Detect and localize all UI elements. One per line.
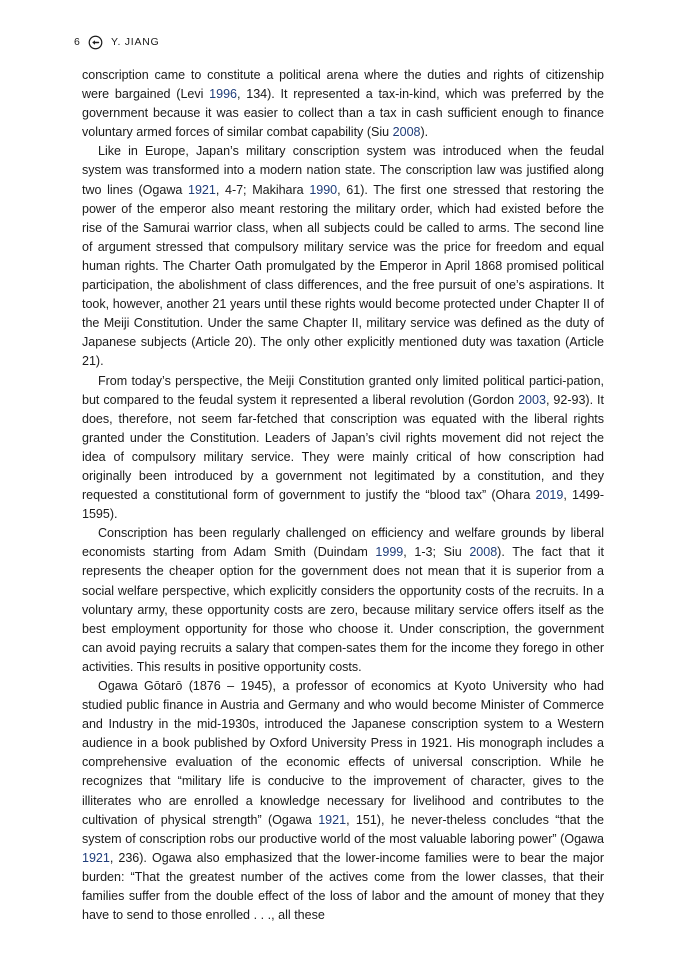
- body-paragraph: [82, 372, 604, 525]
- body-text-run: Like in Europe, Japan’s military conscription system was introduced when the feudal system was transformed into a modern nation state. The conscription law was justified along two lines (Ogawa: [82, 144, 604, 197]
- body-text-run: , 151), he never-theless concludes “that the system of conscription robs our productive world of the most valuable laboring power” (Ogawa: [82, 812, 604, 846]
- body-text-run: , 134). It represented a tax-in-kind, which was preferred by the government because it was easier to collect than a tax in cash sufficient enough to finance voluntary armed forces of similar combat capability (Siu: [82, 87, 605, 140]
- body-text-run: Conscription has been regularly challenged on efficiency and welfare grounds by liberal economists starting from Adam Smith (Duindam: [82, 526, 604, 560]
- body-text-run: conscription came to constitute a political arena where the duties and rights of citizenship were bargained (Levi: [82, 68, 604, 102]
- body-text-run: Ogawa Gōtarō (1876 – 1945), a professor of economics at Kyoto University who had studied public finance in Austria and Germany and who would become Minister of Commerce and Industry in the mid-1930s, introduced the Japanese conscription system to a Western audience in a book published by Oxford University Press in 1921. His monograph includes a comprehensive evaluation of the economic effects of universal conscription. While he recognizes that “military life is conducive to the improvement of character, gives to the illiterates who are enrolled a knowledge necessary for livelihood and contributes to the cultivation of physical strength” (Ogawa: [82, 679, 604, 827]
- citation-year-link[interactable]: 2019: [535, 488, 564, 503]
- body-text-run: , 236). Ogawa also emphasized that the lower-income families were to bear the major burden: “That the greatest number of the actives come from the lower classes, that their families suffer from the double effect of the loss of labor and the amount of money that they have to send to those enrolled . . ., all these: [82, 850, 604, 923]
- citation-year-link[interactable]: 1990: [309, 182, 338, 197]
- citation-year-link[interactable]: 1999: [375, 545, 404, 560]
- body-text-run: ). The fact that it represents the cheaper option for the government does not mean that it is superior from a social welfare perspective, which explicitly considers the opportunity costs of the recruits. In a voluntary army, these opportunity costs are zero, because military service offers itself as the best employment opportunity for those who choose it. Under conscription, the government can avoid paying recruits a salary that compen-sates them for the income they forego in other activities. This results in positive opportunity costs.: [82, 545, 604, 674]
- body-text-run: , 4-7; Makihara: [215, 182, 310, 197]
- author-running-head: Y. JIANG: [111, 35, 160, 48]
- body-text-run: , 1499-1595).: [82, 488, 604, 522]
- body-text-run: , 92-93). It does, therefore, not seem far-fetched that conscription was equated with the liberal rights granted under the Constitution. Leaders of Japan’s civil rights movement did not reject the idea of compulsory military service. They were mainly critical of how conscription had originally been introduced by a government not legitimated by a constitution, and they requested a constitutional form of government to justify the “blood tax” (Ohara: [82, 392, 604, 503]
- citation-year-link[interactable]: 1921: [188, 182, 216, 197]
- citation-year-link[interactable]: 2008: [392, 125, 421, 140]
- body-text-column: [82, 66, 604, 925]
- citation-year-link[interactable]: 1996: [209, 87, 238, 102]
- citation-year-link[interactable]: 2003: [518, 392, 546, 407]
- body-text-run: , 1-3; Siu: [403, 545, 470, 560]
- body-paragraph: [82, 524, 604, 677]
- page-number: 6: [74, 35, 81, 48]
- citation-year-link[interactable]: 1921: [318, 812, 347, 827]
- body-paragraph: [82, 66, 604, 142]
- body-paragraph: [82, 677, 604, 925]
- body-text-run: From today’s perspective, the Meiji Constitution granted only limited political partici-pation, but compared to the feudal system it represented a liberal revolution (Gordon: [82, 373, 604, 407]
- running-head: [74, 33, 159, 51]
- circled-left-arrow-icon: [88, 35, 103, 50]
- body-paragraph: [82, 142, 604, 371]
- body-text-run: , 61). The first one stressed that restoring the power of the emperor also meant restoring the military order, which had existed before the rise of the Samurai warrior class, when all subjects could be called to arms. The second line of argument stressed that compulsory military service was the price for freedom and equal human rights. The Charter Oath promulgated by the Emperor in April 1868 promised political participation, the abolishment of class differences, and the free pursuit of one’s aspirations. It took, however, another 21 years until these rights would become protected under Chapter II of the Meiji Constitution. Under the same Chapter II, military service was defined as the duty of Japanese subjects (Article 20). The only other explicitly mentioned duty was taxation (Article 21).: [82, 182, 604, 369]
- body-text-run: ).: [420, 125, 429, 140]
- citation-year-link[interactable]: 2008: [469, 545, 498, 560]
- citation-year-link[interactable]: 1921: [82, 850, 110, 865]
